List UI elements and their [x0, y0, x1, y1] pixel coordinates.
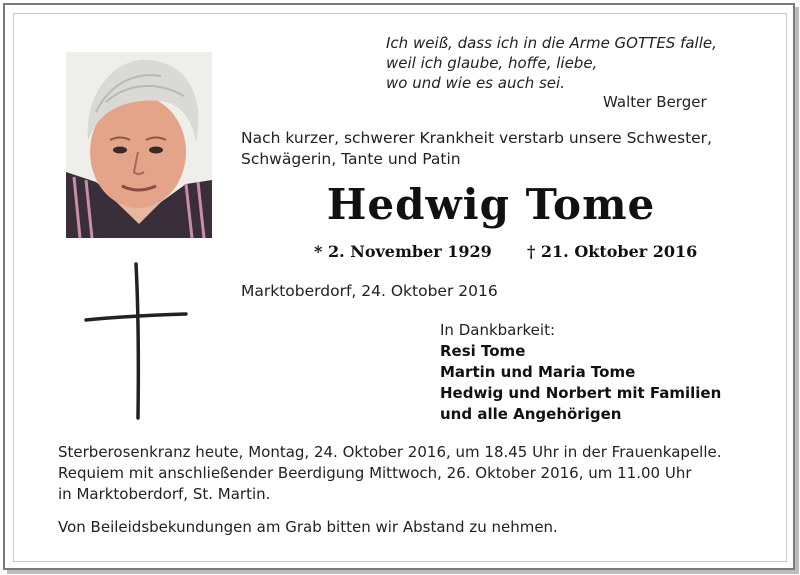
deceased-name: Hedwig Tome [326, 180, 656, 229]
mourner-name: Martin und Maria Tome [440, 363, 636, 381]
place-date: Marktoberdorf, 24. Oktober 2016 [241, 282, 498, 300]
life-dates [314, 242, 697, 261]
condolence-note: Von Beileidsbekundungen am Grab bitten wir Abstand zu nehmen. [58, 518, 558, 536]
mourner-name: und alle Angehörigen [440, 405, 622, 423]
poem-quote [386, 33, 766, 93]
service-details [58, 442, 722, 505]
thanks-heading: In Dankbarkeit: [440, 321, 555, 339]
portrait-illustration [66, 52, 212, 238]
intro-line: Schwägerin, Tante und Patin [241, 150, 461, 168]
thanks-block [440, 320, 721, 425]
intro-line: Nach kurzer, schwerer Krankheit verstarb unsere Schwester, [241, 129, 712, 147]
quote-line: wo und wie es auch sei. [386, 74, 565, 92]
detail-line: Sterberosenkranz heute, Montag, 24. Oktober 2016, um 18.45 Uhr in der Frauenkapelle. [58, 443, 722, 461]
intro-text [241, 128, 712, 170]
birth-date: * 2. November 1929 [314, 242, 492, 261]
quote-author: Walter Berger [603, 93, 707, 111]
death-date: † 21. Oktober 2016 [526, 242, 698, 261]
detail-line: Requiem mit anschließender Beerdigung Mittwoch, 26. Oktober 2016, um 11.00 Uhr [58, 464, 692, 482]
quote-line: weil ich glaube, hoffe, liebe, [386, 54, 598, 72]
quote-line: Ich weiß, dass ich in die Arme GOTTES falle, [386, 34, 717, 52]
cross-icon [82, 262, 192, 422]
detail-line: in Marktoberdorf, St. Martin. [58, 485, 271, 503]
mourner-name: Hedwig und Norbert mit Familien [440, 384, 722, 402]
mourner-name: Resi Tome [440, 342, 526, 360]
portrait-photo [66, 52, 212, 238]
